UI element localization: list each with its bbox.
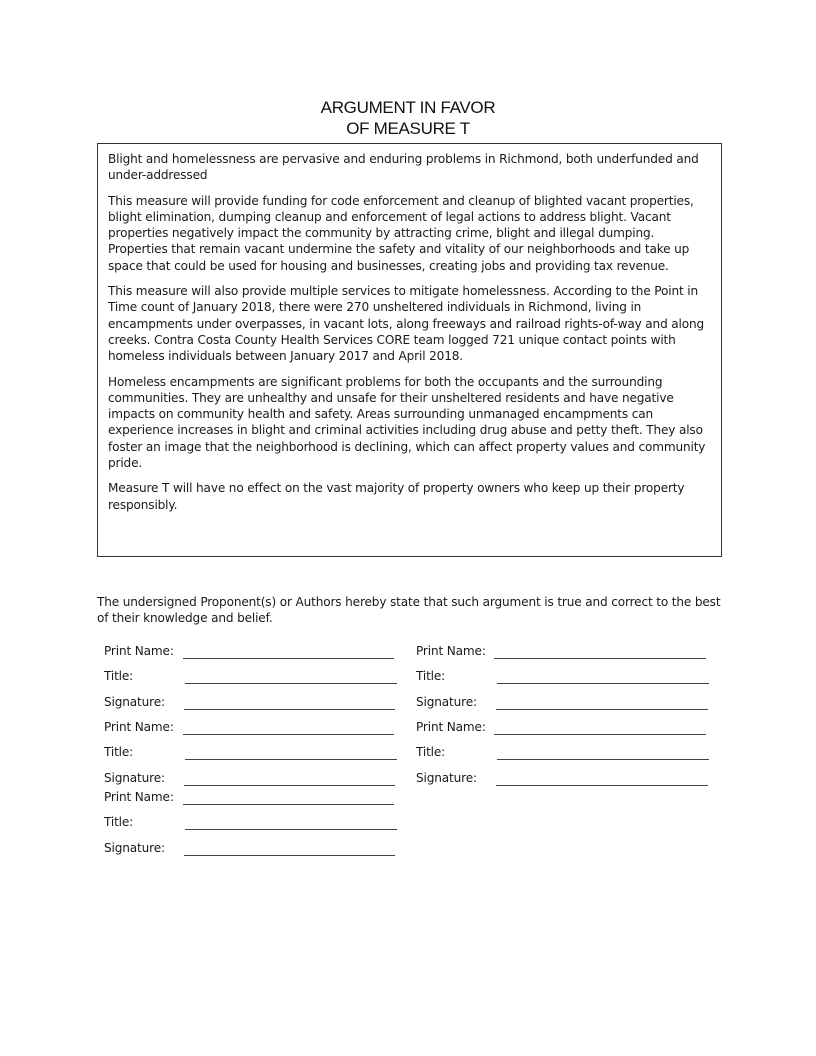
title-line-2: OF MEASURE T [346, 119, 470, 138]
signature-label: Signature: [416, 695, 477, 709]
signer-4-title-field[interactable] [416, 668, 709, 684]
signature-label: Signature: [104, 841, 165, 855]
print-name-line[interactable] [183, 804, 394, 805]
signature-label: Signature: [416, 771, 477, 785]
signature-label: Signature: [104, 695, 165, 709]
print-name-line[interactable] [494, 734, 706, 735]
argument-paragraph-4: Homeless encampments are significant problems for both the occupants and the surrounding communities. They are unhealthy and unsafe for their unsheltered residents and have negative impacts on community health and safety. Areas surrounding unmanaged encampments can experience increases in blight and criminal activities including drug abuse and petty theft. They also foster an image that the neighborhood is declining, which can affect property values and community pride. [108, 374, 706, 471]
signature-line[interactable] [184, 855, 395, 856]
argument-box [97, 143, 722, 557]
print-name-label: Print Name: [416, 720, 486, 734]
signer-1-title-field[interactable] [104, 668, 397, 684]
argument-paragraph-3: This measure will also provide multiple services to mitigate homelessness. According to the Point in Time count of January 2018, there were 270 unsheltered individuals in Richmond, living in encampments under overpasses, in vacant lots, along freeways and railroad rights-of-way and along creeks. Contra Costa County Health Services CORE team logged 721 unique contact points with homeless individuals between January 2017 and April 2018. [108, 284, 705, 364]
signer-4-signature-field[interactable] [416, 694, 708, 710]
title-label: Title: [416, 745, 446, 759]
argument-paragraph-5: Measure T will have no effect on the vast majority of property owners who keep up their property responsibly. [108, 481, 685, 512]
attestation-text: The undersigned Proponent(s) or Authors hereby state that such argument is true and correct to the best of their knowledge and belief. [97, 595, 721, 626]
print-name-label: Print Name: [104, 720, 174, 734]
argument-paragraph-2: This measure will provide funding for code enforcement and cleanup of blighted vacant properties, blight elimination, dumping cleanup and enforcement of legal actions to address blight. Vacant properties negatively impact the community by attracting crime, blight and illegal dumping. Properties that remain vacant undermine the safety and vitality of our neighborhoods and take up space that could be used for housing and businesses, creating jobs and providing tax revenue. [108, 193, 694, 273]
print-name-label: Print Name: [416, 644, 486, 658]
signature-line[interactable] [496, 709, 708, 710]
signer-1-signature-field[interactable] [104, 694, 395, 710]
title-line[interactable] [497, 683, 709, 684]
print-name-label: Print Name: [104, 790, 174, 804]
signature-line[interactable] [496, 785, 708, 786]
title-line[interactable] [185, 759, 397, 760]
signer-2-title-field[interactable] [104, 744, 397, 760]
title-label: Title: [104, 669, 134, 683]
title-label: Title: [104, 815, 134, 829]
title-label: Title: [416, 669, 446, 683]
print-name-line[interactable] [183, 658, 394, 659]
signer-3-print-name-field[interactable] [104, 789, 394, 805]
signer-4-print-name-field[interactable] [416, 643, 706, 659]
page-title [0, 97, 816, 139]
signature-label: Signature: [104, 771, 165, 785]
print-name-line[interactable] [183, 734, 394, 735]
title-line[interactable] [185, 683, 397, 684]
signer-2-print-name-field[interactable] [104, 719, 394, 735]
signer-3-signature-field[interactable] [104, 840, 395, 856]
signer-5-signature-field[interactable] [416, 770, 708, 786]
argument-paragraph-1: Blight and homelessness are pervasive and enduring problems in Richmond, both underfunded and under-addressed [108, 152, 699, 183]
signer-5-title-field[interactable] [416, 744, 709, 760]
signature-line[interactable] [184, 785, 395, 786]
title-line-1: ARGUMENT IN FAVOR [320, 98, 496, 117]
print-name-label: Print Name: [104, 644, 174, 658]
title-line[interactable] [185, 829, 397, 830]
signer-5-print-name-field[interactable] [416, 719, 706, 735]
print-name-line[interactable] [494, 658, 706, 659]
title-line[interactable] [497, 759, 709, 760]
signer-2-signature-field[interactable] [104, 770, 395, 786]
signer-1-print-name-field[interactable] [104, 643, 394, 659]
signer-3-title-field[interactable] [104, 814, 397, 830]
signature-line[interactable] [184, 709, 395, 710]
title-label: Title: [104, 745, 134, 759]
